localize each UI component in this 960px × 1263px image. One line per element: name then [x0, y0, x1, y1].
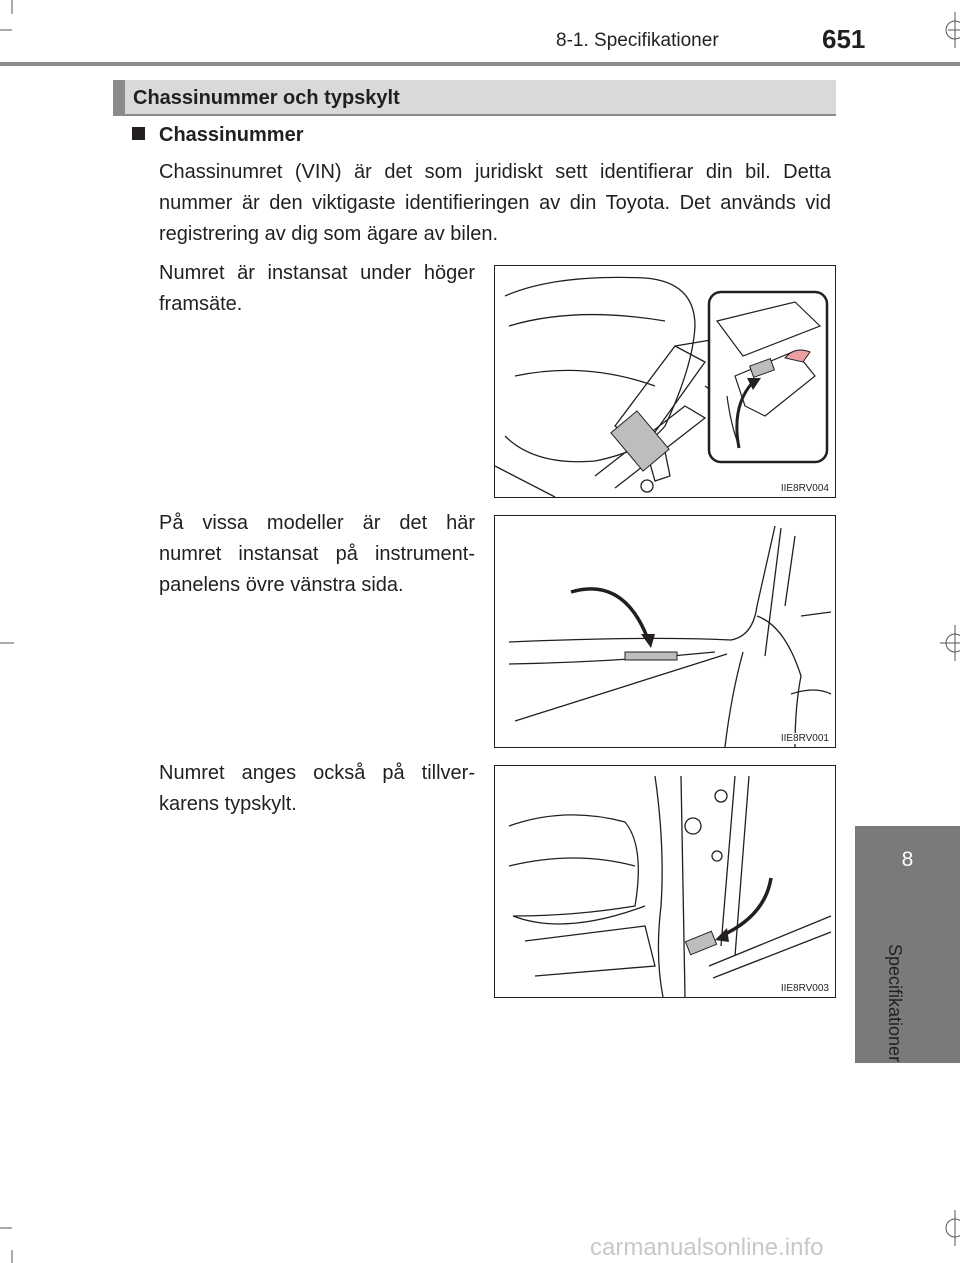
chapter-tab-number: 8 — [901, 848, 914, 871]
section-title: Chassinummer och typskylt — [133, 87, 400, 109]
seat-illustration — [495, 266, 835, 497]
header-rule — [0, 62, 960, 66]
figure-dashboard-vin — [494, 515, 836, 748]
square-bullet-icon — [132, 127, 145, 140]
intro-paragraph: Chassinumret (VIN) är det som juridiskt sett identifierar din bil. Detta nummer är den viktigaste identifieringen av din Toyota. Det används vid registrering av dig som ägare av bilen. — [159, 161, 831, 245]
figure-code: IIE8RV004 — [780, 483, 829, 494]
item-text-type-plate: Numret anges också på tillver-karens typskylt. — [159, 762, 475, 815]
item-text-instrument-panel: På vissa modeller är det här numret instansat på instrument-panelens övre vänstra sida. — [159, 512, 475, 596]
chapter-tab-label: Specifikationer — [885, 944, 905, 1063]
figure-code: IIE8RV003 — [780, 983, 829, 994]
page-number: 651 — [822, 24, 866, 54]
header-section-title: 8-1. Specifikationer — [556, 30, 719, 51]
subsection-title: Chassinummer — [159, 124, 304, 146]
watermark: carmanualsonline.info — [590, 1234, 824, 1261]
section-heading-accent — [113, 80, 125, 116]
figure-code: IIE8RV001 — [780, 733, 829, 744]
figure-door-pillar-plate — [494, 765, 836, 998]
door-pillar-illustration — [495, 766, 835, 997]
dashboard-illustration — [495, 516, 835, 747]
figure-seat-vin — [494, 265, 836, 498]
item-text-under-seat: Numret är instansat under höger framsäte. — [159, 262, 475, 315]
